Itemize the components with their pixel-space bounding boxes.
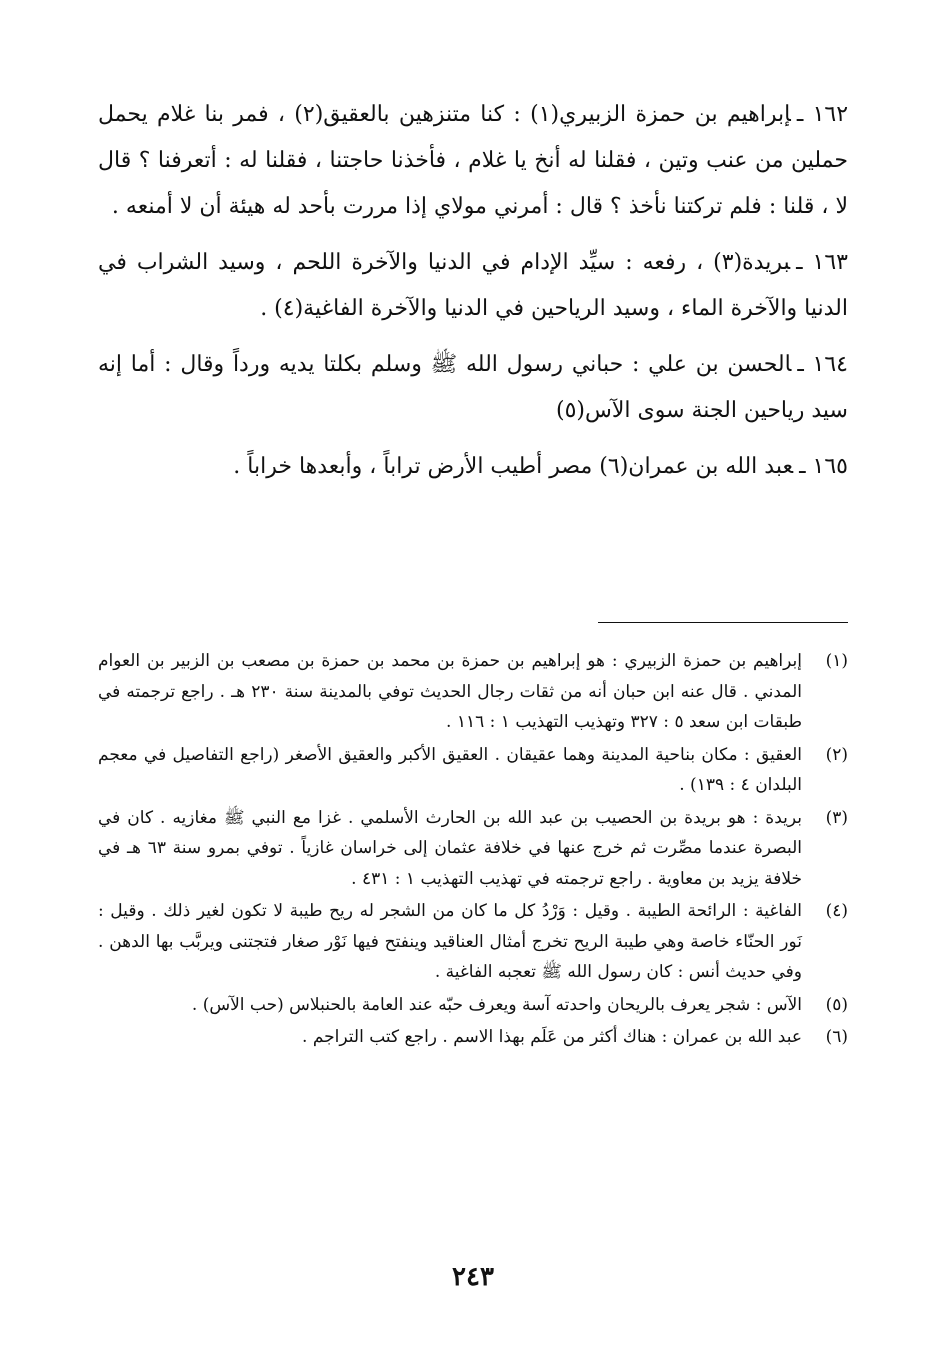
entry-text: الحسن بن علي : حباني رسول الله ﷺ وسلم بكلتا يديه ورداً وقال : أما إنه سيد رياحين الجنة سوى الآس(٥) xyxy=(98,352,848,423)
entry-163 xyxy=(98,240,848,332)
footnote-3 xyxy=(98,803,848,895)
footnote-number: (٢) xyxy=(825,744,848,765)
entry-164 xyxy=(98,342,848,434)
footnote-2 xyxy=(98,740,848,801)
footnote-number: (٣) xyxy=(825,807,848,828)
footnote-text: الآس : شجر يعرف بالريحان واحدته آسة ويعرف حبّه عند العامة بالحنبلاس (حب الآس) . xyxy=(191,994,802,1015)
footnote-separator xyxy=(598,622,848,623)
entry-162 xyxy=(98,92,848,230)
footnote-number: (١) xyxy=(825,651,848,671)
entry-number: ١٦٤ ـ xyxy=(797,352,848,377)
footnote-text: العقيق : مكان بناحية المدينة وهما عقيقان . العقيق الأكبر والعقيق الأصغر (راجع التفاصيل في معجم البلدان ٤ : ١٣٩) . xyxy=(98,744,802,795)
footnote-text: عبد الله بن عمران : هناك أكثر من عَلَم بهذا الاسم . راجع كتب التراجم . xyxy=(302,1027,802,1047)
footnote-text: إبراهيم بن حمزة الزبيري : هو إبراهيم بن حمزة بن محمد بن حمزة بن مصعب بن الزبير بن العوام المدني . قال عنه ابن حبان أنه من ثقات رجال الحديث توفي بالمدينة سنة ٢٣٠ هـ . راجع ترجمته في طبقات ابن سعد ٥ : ٣٢٧ وتهذيب التهذيب ١ : ١١٦ . xyxy=(98,651,802,732)
footnote-text: بريدة : هو بريدة بن الحصيب بن عبد الله بن الحارث الأسلمي . غزا مع النبي ﷺ مغازيه . كان في البصرة عندما مصِّرت ثم خرج عنها في خلافة عثمان إلى خراسان غازياً . توفي بمرو سنة ٦٣ هـ في خلافة يزيد بن معاوية . راجع ترجمته في تهذيب التهذيب ١ : ٤٣١ . xyxy=(98,807,802,889)
footnote-text: الفاغية : الرائحة الطيبة . وقيل : وَرْدُ كل ما كان من الشجر له ريح طيبة لا تكون لغير ذلك . وقيل : نَور الحنّاء خاصة وهي طيبة الريح تخرج أمثال العناقيد وينفتح فيها نَوْر صغار فتجتنى ويربَّب بها الدهن . وفي حديث أنس : كان رسول الله ﷺ تعجبه الفاغية . xyxy=(98,901,802,982)
footnote-number: (٦) xyxy=(825,1027,848,1047)
footnote-6 xyxy=(98,1022,848,1053)
entry-text: بريدة(٣) ، رفعه : سيِّد الإدام في الدنيا والآخرة اللحم ، وسيد الشراب في الدنيا والآخرة الماء ، وسيد الرياحين في الدنيا والآخرة الفاغية(٤) . xyxy=(98,250,848,321)
entry-number: ١٦٢ ـ xyxy=(796,102,849,127)
footnotes xyxy=(98,646,848,1055)
footnote-1 xyxy=(98,646,848,738)
main-text-body xyxy=(98,92,848,500)
entry-text: إبراهيم بن حمزة الزبيري(١) : كنا متنزهين بالعقيق(٢) ، فمر بنا غلام يحمل حملين من عنب وتين ، فقلنا له أنخ يا غلام ، فأخذنا حاجتنا ، فقلنا له : أتعرفنا ؟ قال لا ، قلنا : فلم تركتنا نأخذ ؟ قال : أمرني مولاي إذا مررت بأحد له هيئة أن لا أمنعه . xyxy=(98,102,848,219)
footnote-5 xyxy=(98,990,848,1021)
entry-text: عبد الله بن عمران(٦) مصر أطيب الأرض تراباً ، وأبعدها خراباً . xyxy=(233,454,794,479)
entry-number: ١٦٣ ـ xyxy=(796,250,848,275)
footnote-number: (٤) xyxy=(825,901,848,921)
entry-number: ١٦٥ ـ xyxy=(799,454,848,479)
page-number: ٢٤٣ xyxy=(452,1262,494,1292)
footnote-4 xyxy=(98,896,848,988)
entry-165 xyxy=(98,444,848,490)
footnote-number: (٥) xyxy=(825,994,848,1015)
